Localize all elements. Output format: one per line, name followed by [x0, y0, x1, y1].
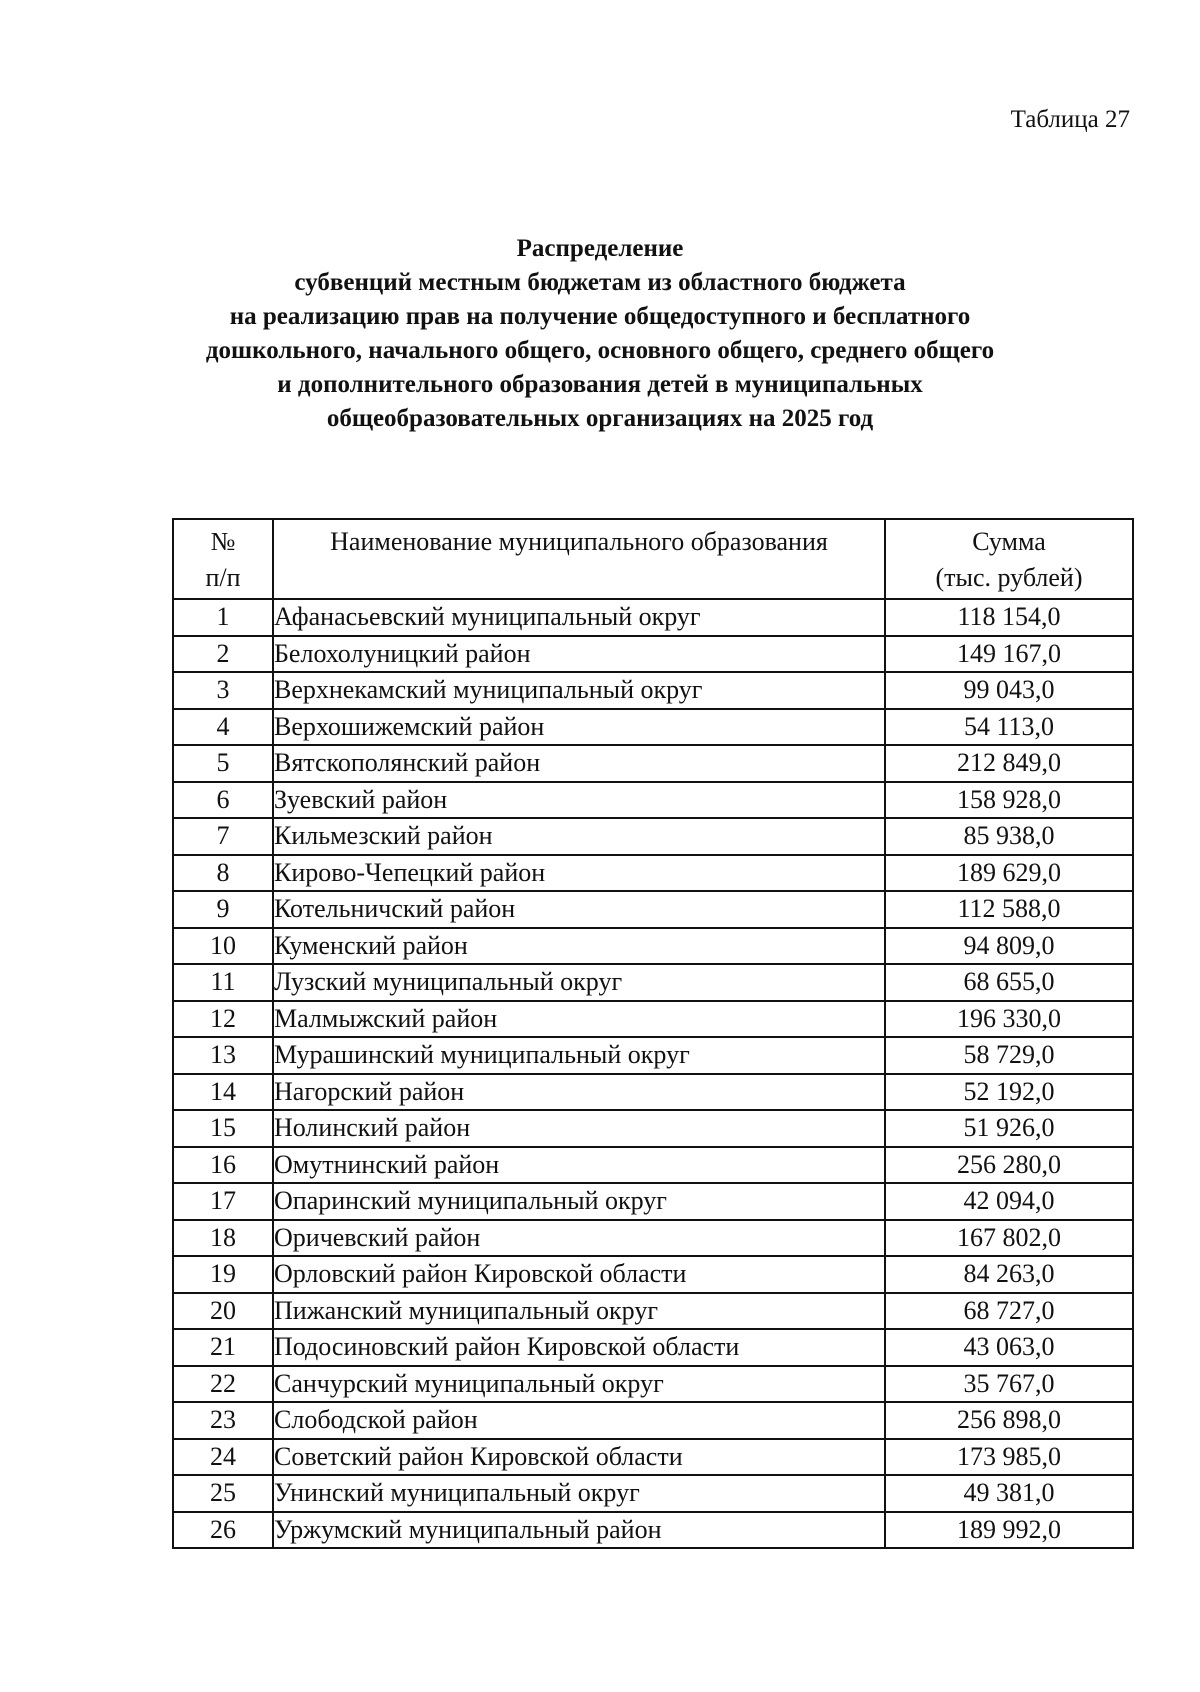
municipality-name-cell: Санчурский муниципальный округ	[273, 1366, 885, 1403]
table-row	[173, 1183, 1133, 1220]
municipality-name-cell: Унинский муниципальный округ	[273, 1475, 885, 1512]
sum-cell: 52 192,0	[885, 1074, 1133, 1111]
table-row	[173, 1074, 1133, 1111]
table-row	[173, 1110, 1133, 1147]
title-line: и дополнительного образования детей в муниципальных	[277, 371, 923, 398]
municipality-name-cell: Белохолуницкий район	[273, 636, 885, 673]
row-number-cell: 5	[173, 745, 273, 782]
header-municipality-name: Наименование муниципального образования	[273, 519, 885, 599]
sum-cell: 43 063,0	[885, 1329, 1133, 1366]
table-row	[173, 1366, 1133, 1403]
sum-cell: 68 727,0	[885, 1293, 1133, 1330]
sum-cell: 54 113,0	[885, 709, 1133, 746]
table-row	[173, 1220, 1133, 1257]
municipality-name-cell: Подосиновский район Кировской области	[273, 1329, 885, 1366]
title-line: Распределение	[516, 235, 684, 262]
row-number-cell: 19	[173, 1256, 273, 1293]
municipality-name-cell: Омутнинский район	[273, 1147, 885, 1184]
subvention-table	[172, 518, 1134, 1549]
table-row	[173, 1329, 1133, 1366]
municipality-name-cell: Оричевский район	[273, 1220, 885, 1257]
municipality-name-cell: Котельничский район	[273, 891, 885, 928]
municipality-name-cell: Пижанский муниципальный округ	[273, 1293, 885, 1330]
row-number-cell: 10	[173, 928, 273, 965]
title-line: на реализацию прав на получение общедоступного и бесплатного	[229, 303, 971, 330]
row-number-cell: 15	[173, 1110, 273, 1147]
municipality-name-cell: Нолинский район	[273, 1110, 885, 1147]
sum-cell: 189 629,0	[885, 855, 1133, 892]
row-number-cell: 1	[173, 599, 273, 636]
municipality-name-cell: Афанасьевский муниципальный округ	[273, 599, 885, 636]
row-number-cell: 11	[173, 964, 273, 1001]
row-number-cell: 3	[173, 672, 273, 709]
sum-cell: 196 330,0	[885, 1001, 1133, 1038]
municipality-name-cell: Уржумский муниципальный район	[273, 1512, 885, 1549]
row-number-cell: 4	[173, 709, 273, 746]
sum-cell: 256 898,0	[885, 1402, 1133, 1439]
table-row	[173, 1402, 1133, 1439]
row-number-cell: 16	[173, 1147, 273, 1184]
header-sum: Сумма (тыс. рублей)	[885, 519, 1133, 599]
table-body	[173, 599, 1133, 1548]
municipality-name-cell: Опаринский муниципальный округ	[273, 1183, 885, 1220]
row-number-cell: 23	[173, 1402, 273, 1439]
table-number-label: Таблица 27	[1010, 106, 1130, 133]
title-line: общеобразовательных организациях на 2025 год	[326, 405, 874, 432]
row-number-cell: 9	[173, 891, 273, 928]
document-title	[0, 232, 1200, 436]
sum-cell: 256 280,0	[885, 1147, 1133, 1184]
row-number-cell: 6	[173, 782, 273, 819]
table-row	[173, 1439, 1133, 1476]
sum-cell: 35 767,0	[885, 1366, 1133, 1403]
sum-cell: 49 381,0	[885, 1475, 1133, 1512]
sum-cell: 118 154,0	[885, 599, 1133, 636]
table-header-row	[173, 519, 1133, 599]
row-number-cell: 8	[173, 855, 273, 892]
sum-cell: 158 928,0	[885, 782, 1133, 819]
table-row	[173, 928, 1133, 965]
sum-cell: 173 985,0	[885, 1439, 1133, 1476]
row-number-cell: 20	[173, 1293, 273, 1330]
municipality-name-cell: Кильмезский район	[273, 818, 885, 855]
municipality-name-cell: Вятскополянский район	[273, 745, 885, 782]
table-row	[173, 745, 1133, 782]
table-row	[173, 964, 1133, 1001]
table-row	[173, 1037, 1133, 1074]
table-row	[173, 818, 1133, 855]
municipality-name-cell: Верхошижемский район	[273, 709, 885, 746]
table-row	[173, 1256, 1133, 1293]
table-row	[173, 1512, 1133, 1549]
header-number: № п/п	[173, 519, 273, 599]
table-row	[173, 855, 1133, 892]
row-number-cell: 22	[173, 1366, 273, 1403]
municipality-name-cell: Зуевский район	[273, 782, 885, 819]
sum-cell: 112 588,0	[885, 891, 1133, 928]
row-number-cell: 24	[173, 1439, 273, 1476]
municipality-name-cell: Куменский район	[273, 928, 885, 965]
row-number-cell: 25	[173, 1475, 273, 1512]
municipality-name-cell: Мурашинский муниципальный округ	[273, 1037, 885, 1074]
sum-cell: 212 849,0	[885, 745, 1133, 782]
table-row	[173, 1293, 1133, 1330]
municipality-name-cell: Советский район Кировской области	[273, 1439, 885, 1476]
municipality-name-cell: Слободской район	[273, 1402, 885, 1439]
municipality-name-cell: Кирово-Чепецкий район	[273, 855, 885, 892]
municipality-name-cell: Верхнекамский муниципальный округ	[273, 672, 885, 709]
table-row	[173, 782, 1133, 819]
row-number-cell: 17	[173, 1183, 273, 1220]
row-number-cell: 12	[173, 1001, 273, 1038]
sum-cell: 189 992,0	[885, 1512, 1133, 1549]
row-number-cell: 13	[173, 1037, 273, 1074]
sum-cell: 94 809,0	[885, 928, 1133, 965]
row-number-cell: 2	[173, 636, 273, 673]
sum-cell: 167 802,0	[885, 1220, 1133, 1257]
municipality-name-cell: Лузский муниципальный округ	[273, 964, 885, 1001]
row-number-cell: 21	[173, 1329, 273, 1366]
sum-cell: 85 938,0	[885, 818, 1133, 855]
table-row	[173, 1147, 1133, 1184]
row-number-cell: 7	[173, 818, 273, 855]
sum-cell: 58 729,0	[885, 1037, 1133, 1074]
title-line: субвенций местным бюджетам из областного бюджета	[294, 269, 906, 296]
row-number-cell: 18	[173, 1220, 273, 1257]
sum-cell: 149 167,0	[885, 636, 1133, 673]
row-number-cell: 14	[173, 1074, 273, 1111]
table-row	[173, 636, 1133, 673]
sum-cell: 42 094,0	[885, 1183, 1133, 1220]
table-row	[173, 1475, 1133, 1512]
municipality-name-cell: Малмыжский район	[273, 1001, 885, 1038]
sum-cell: 99 043,0	[885, 672, 1133, 709]
table-row	[173, 599, 1133, 636]
municipality-name-cell: Орловский район Кировской области	[273, 1256, 885, 1293]
row-number-cell: 26	[173, 1512, 273, 1549]
table-row	[173, 709, 1133, 746]
sum-cell: 51 926,0	[885, 1110, 1133, 1147]
title-line: дошкольного, начального общего, основного общего, среднего общего	[205, 337, 995, 364]
table-row	[173, 891, 1133, 928]
table-row	[173, 1001, 1133, 1038]
sum-cell: 68 655,0	[885, 964, 1133, 1001]
sum-cell: 84 263,0	[885, 1256, 1133, 1293]
municipality-name-cell: Нагорский район	[273, 1074, 885, 1111]
table-row	[173, 672, 1133, 709]
